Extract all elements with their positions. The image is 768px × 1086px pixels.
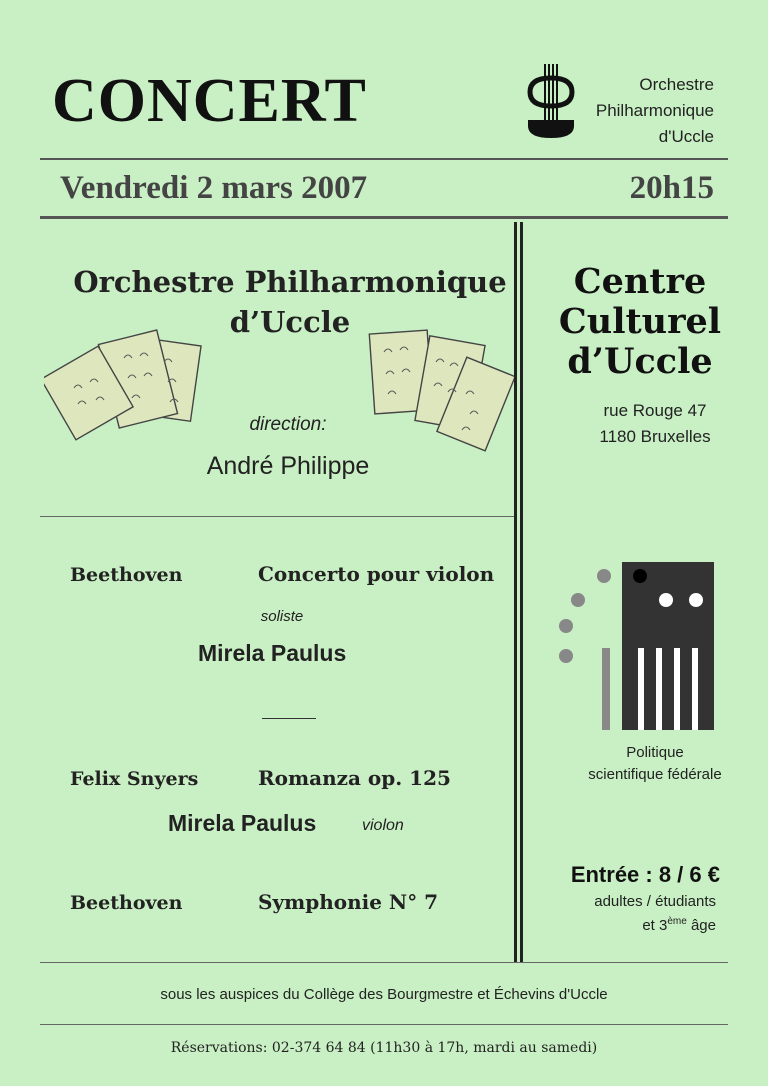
reservations-text: Réservations: 02-374 64 84 (11h30 à 17h, mardi au samedi) <box>170 1040 598 1056</box>
date-rule <box>40 216 728 219</box>
price-note <box>530 892 716 936</box>
footer-rule-2 <box>40 1024 728 1025</box>
program-work-2: Romanza op. 125 <box>258 766 451 790</box>
soloist-name-2: Mirela Paulus <box>168 810 317 836</box>
entry-price: Entrée : 8 / 6 € <box>570 862 720 887</box>
program-work-1: Concerto pour violon <box>258 562 495 586</box>
price-note-line-2-post: âge <box>686 917 716 934</box>
orchestra-logo-line-2: Philharmonique <box>595 101 714 120</box>
price-note-line-2 <box>530 912 716 936</box>
orchestra-name-line-2: d’Uccle <box>229 305 351 339</box>
event-date: Vendredi 2 mars 2007 <box>60 170 368 206</box>
footer-rule-1 <box>40 962 728 963</box>
orchestra-lyre-logo-icon <box>524 62 580 144</box>
concert-title: CONCERT <box>52 67 367 135</box>
program-composer-1: Beethoven <box>70 564 183 586</box>
venue-city: 1180 Bruxelles <box>599 427 711 446</box>
auspices-text: sous les auspices du Collège des Bourgmestre et Échevins d'Uccle <box>160 986 608 1003</box>
venue-line-3: d’Uccle <box>567 341 713 382</box>
soloist-name: Mirela Paulus <box>198 640 347 666</box>
orchestra-logo-line-3: d'Uccle <box>658 127 714 146</box>
orchestra-logo-line-1: Orchestre <box>639 75 714 94</box>
soloist-instrument: violon <box>362 817 404 834</box>
top-rule <box>40 158 728 160</box>
program-divider <box>262 718 316 719</box>
venue-line-1: Centre <box>573 261 707 302</box>
direction-label: direction: <box>249 414 327 435</box>
sheet-music-right-icon <box>366 322 516 462</box>
price-note-line-1: adultes / étudiants <box>594 893 716 910</box>
soloist-label: soliste <box>260 608 304 625</box>
orchestra-logo-text <box>596 72 714 150</box>
venue-line-2: Culturel <box>558 301 722 342</box>
program-composer-2: Felix Snyers <box>70 768 199 790</box>
sponsor-line-1: Politique <box>626 744 684 761</box>
conductor-name: André Philippe <box>206 452 370 480</box>
belspo-logo-icon <box>556 560 716 732</box>
program-composer-3: Beethoven <box>70 892 183 914</box>
program-work-3: Symphonie N° 7 <box>258 890 439 914</box>
vertical-rule-left <box>514 222 517 962</box>
venue-street: rue Rouge 47 <box>603 401 707 420</box>
sponsor-name <box>560 742 750 786</box>
venue-name <box>530 262 750 382</box>
program-rule <box>40 516 514 517</box>
price-note-line-2-sup: ème <box>667 916 687 927</box>
vertical-rule-right <box>520 222 523 962</box>
orchestra-name-line-1: Orchestre Philharmonique <box>73 265 507 299</box>
price-note-line-2-pre: et 3 <box>642 917 668 934</box>
sponsor-line-2: scientifique fédérale <box>588 766 722 783</box>
event-time: 20h15 <box>629 170 714 206</box>
venue-address <box>560 398 750 450</box>
